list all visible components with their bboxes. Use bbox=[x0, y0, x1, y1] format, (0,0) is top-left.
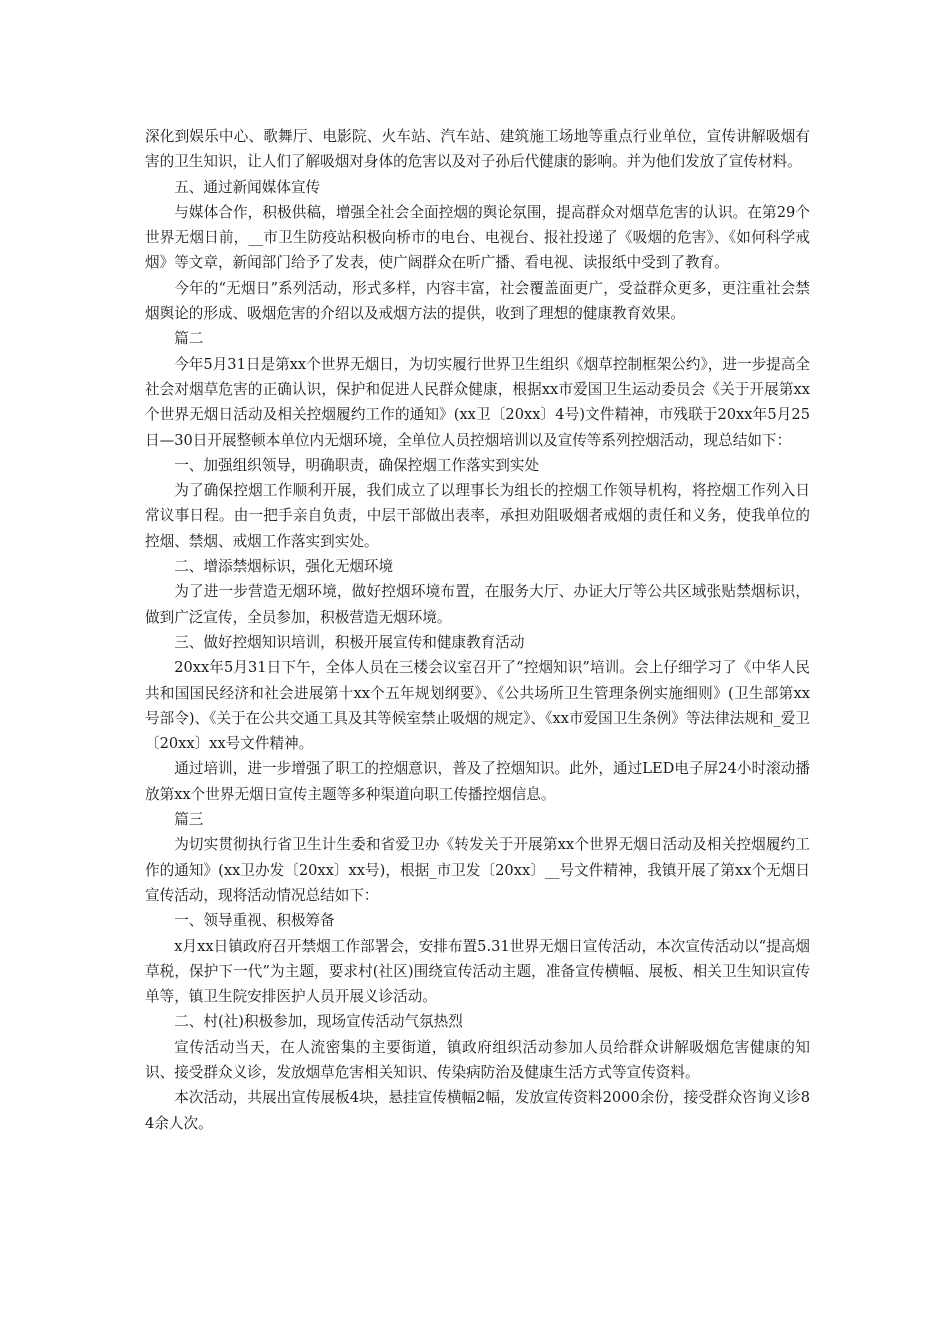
section-heading: 三、做好控烟知识培训，积极开展宣传和健康教育活动 bbox=[174, 633, 525, 651]
paragraph: 宣传活动当天，在人流密集的主要街道，镇政府组织活动参加人员给群众讲解吸烟危害健康的知识、接受群众义诊，发放烟草危害相关知识、传染病防治及健康生活方式等宣传资料。 bbox=[145, 1038, 810, 1081]
paragraph: 通过培训，进一步增强了职工的控烟意识，普及了控烟知识。此外，通过LED电子屏24小时滚动播放第xx个世界无烟日宣传主题等多种渠道向职工传播控烟信息。 bbox=[145, 760, 810, 803]
paragraph: 本次活动，共展出宣传展板4块，悬挂宣传横幅2幅，发放宣传资料2000余份，接受群众咨询义诊84余人次。 bbox=[145, 1089, 810, 1132]
paragraph: 为了进一步营造无烟环境，做好控烟环境布置，在服务大厅、办证大厅等公共区域张贴禁烟标识，做到广泛宣传，全员参加，积极营造无烟环境。 bbox=[145, 583, 810, 626]
paragraph-continuation: 深化到娱乐中心、歌舞厅、电影院、火车站、汽车站、建筑施工场地等重点行业单位，宣传讲解吸烟有害的卫生知识，让人们了解吸烟对身体的危害以及对子孙后代健康的影响。并为他们发放了宣传材料。 bbox=[145, 128, 810, 171]
paragraph: 今年的“无烟日”系列活动，形式多样，内容丰富，社会覆盖面更广，受益群众更多，更注重社会禁烟舆论的形成、吸烟危害的介绍以及戒烟方法的提供，收到了理想的健康教育效果。 bbox=[145, 279, 810, 323]
paragraph: 今年5月31日是第xx个世界无烟日，为切实履行世界卫生组织《烟草控制框架公约》，进一步提高全社会对烟草危害的正确认识，保护和促进人民群众健康，根据xx市爱国卫生运动委员会《关于开展第xx个世界无烟日活动及相关控烟履约工作的通知》(xx卫〔20xx〕4号)文件精神，市残联于20xx年5月25日—30日开展整顿本单位内无烟环境，全单位人员控烟培训以及宣传等系列控烟活动，现总结如下： bbox=[145, 355, 810, 449]
section-heading: 一、领导重视、积极筹备 bbox=[174, 912, 335, 930]
part-heading-3: 篇三 bbox=[174, 811, 204, 829]
section-heading: 一、加强组织领导，明确职责，确保控烟工作落实到实处 bbox=[174, 456, 540, 474]
paragraph: 20xx年5月31日下午，全体人员在三楼会议室召开了“控烟知识”培训。会上仔细学习了《中华人民共和国国民经济和社会进展第十xx个五年规划纲要》、《公共场所卫生管理条例实施细则》(卫生部第xx号部令)、《关于在公共交通工具及其等候室禁止吸烟的规定》、《xx市爱国卫生条例》等法律法规和_爱卫〔20xx〕xx号文件精神。 bbox=[145, 659, 810, 753]
document-body bbox=[145, 124, 810, 1136]
section-heading-media: 五、通过新闻媒体宣传 bbox=[174, 178, 321, 196]
paragraph: 为了确保控烟工作顺利开展，我们成立了以理事长为组长的控烟工作领导机构，将控烟工作列入日常议事日程。由一把手亲自负责，中层干部做出表率，承担劝阻吸烟者戒烟的责任和义务，使我单位的控烟、禁烟、戒烟工作落实到实处。 bbox=[145, 482, 810, 550]
part-heading-2: 篇二 bbox=[174, 330, 204, 348]
section-heading: 二、增添禁烟标识，强化无烟环境 bbox=[174, 558, 394, 576]
paragraph: 与媒体合作，积极供稿，增强全社会全面控烟的舆论氛围，提高群众对烟草危害的认识。在第29个世界无烟日前，__市卫生防疫站积极向桥市的电台、电视台、报社投递了《吸烟的危害》、《如何科学戒烟》等文章，新闻部门给予了发表，使广阔群众在听广播、看电视、读报纸中受到了教育。 bbox=[145, 203, 810, 272]
section-heading: 二、村(社)积极参加，现场宣传活动气氛热烈 bbox=[174, 1013, 463, 1031]
paragraph: 为切实贯彻执行省卫生计生委和省爱卫办《转发关于开展第xx个世界无烟日活动及相关控烟履约工作的通知》(xx卫办发〔20xx〕xx号)，根据_市卫发〔20xx〕__号文件精神，我镇开展了第xx个无烟日宣传活动，现将活动情况总结如下： bbox=[145, 836, 810, 904]
paragraph: x月xx日镇政府召开禁烟工作部署会，安排布置5.31世界无烟日宣传活动，本次宣传活动以“提高烟草税，保护下一代”为主题，要求村(社区)围绕宣传活动主题，准备宣传横幅、展板、相关卫生知识宣传单等，镇卫生院安排医护人员开展义诊活动。 bbox=[145, 937, 810, 1006]
